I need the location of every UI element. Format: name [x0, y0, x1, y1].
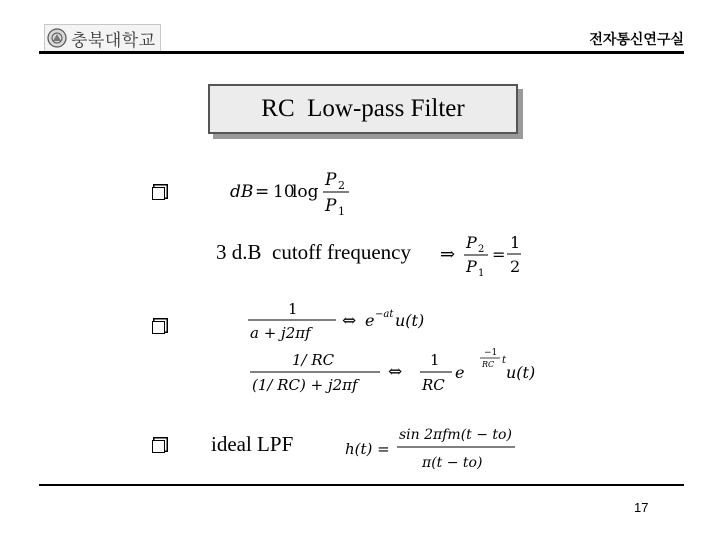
university-name: 충북대학교	[71, 30, 156, 51]
implies-arrow: ⇒	[440, 244, 456, 265]
cutoff-equation	[440, 230, 530, 278]
sinc-numerator: sin 2πfm(t − to)	[399, 427, 512, 443]
sinc-denominator: π(t − to)	[422, 455, 483, 471]
transform-arrow: ⇔	[342, 311, 357, 331]
denominator-sub: 1	[338, 205, 345, 218]
equals-sign: =	[492, 245, 506, 264]
coef-denominator: RC	[422, 376, 445, 394]
numerator-sub: 2	[478, 244, 485, 255]
rc-transform-pair	[248, 345, 548, 397]
half-denominator: 2	[510, 257, 521, 276]
transform-arrow: ⇔	[388, 362, 403, 382]
numerator-p: P	[466, 233, 477, 252]
university-seal-icon	[47, 28, 67, 48]
numerator: 1	[288, 300, 298, 318]
db-symbol: dB	[230, 182, 254, 202]
university-logo	[44, 24, 161, 52]
denominator-sub: 1	[478, 268, 485, 279]
exp-base: e	[365, 311, 375, 330]
exp-denominator: RC	[482, 360, 495, 369]
decibel-equation	[225, 165, 365, 217]
denominator: (1/ RC) + j2πf	[252, 376, 358, 394]
step-function: u(t)	[395, 311, 425, 330]
equals-sign: =	[255, 182, 270, 202]
coef-numerator: 1	[430, 351, 440, 369]
cutoff-label: 3 d.B cutoff frequency	[216, 240, 411, 264]
log-function: log	[292, 182, 319, 202]
bullet-icon	[152, 187, 165, 200]
exp-base: e	[455, 363, 465, 382]
bullet-icon	[152, 321, 165, 334]
impulse-response-lhs: h(t) =	[345, 440, 390, 458]
slide-title-box	[208, 84, 518, 134]
numerator-p: P	[325, 170, 337, 190]
denominator-p: P	[325, 196, 337, 216]
denominator-p: P	[466, 257, 477, 276]
exponential-transform-pair	[248, 298, 448, 346]
step-function: u(t)	[506, 363, 536, 382]
lab-name: 전자통신연구실	[589, 32, 684, 48]
ideal-lpf-label: ideal LPF	[211, 432, 294, 456]
exp-t: t	[502, 355, 507, 366]
coefficient: 10	[273, 182, 295, 202]
ideal-lpf-equation	[345, 422, 525, 474]
header-rule	[39, 51, 684, 54]
half-numerator: 1	[510, 233, 521, 252]
numerator: 1/ RC	[292, 351, 335, 369]
numerator-sub: 2	[338, 179, 345, 192]
bullet-icon	[152, 440, 165, 453]
exp-power: −at	[375, 309, 394, 320]
page-number: 17	[634, 500, 649, 515]
slide-title: RC Low-pass Filter	[261, 95, 465, 122]
denominator: a + j2πf	[250, 324, 311, 342]
exp-numerator: −1	[484, 348, 498, 358]
footer-rule	[39, 484, 684, 486]
